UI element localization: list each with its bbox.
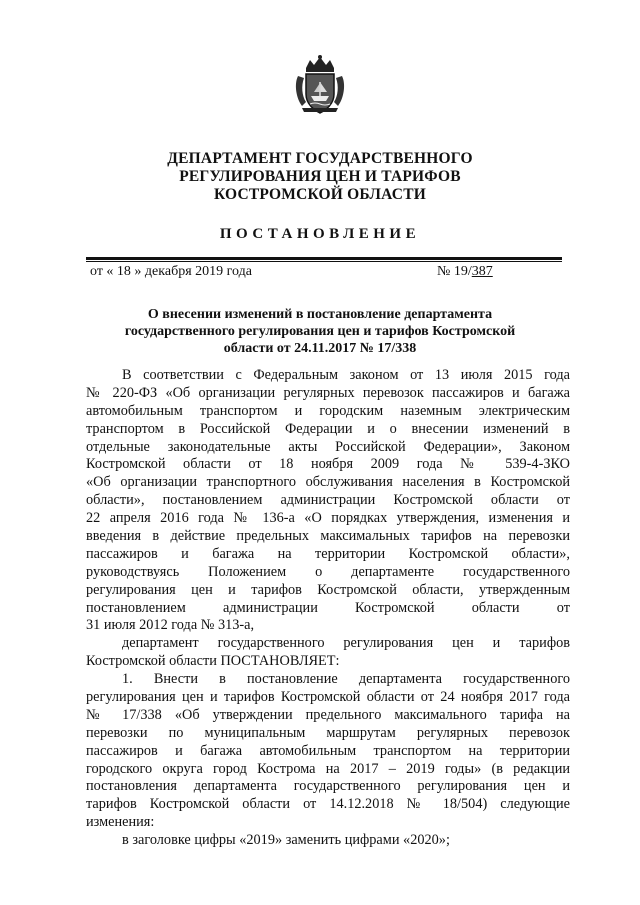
body-line: № 17/338 «Об утверждении предельного максимального тарифа на: [86, 706, 570, 723]
body-line: области», постановлением администрации Костромской области от: [86, 492, 570, 509]
body-line: руководствуясь Положением о департаменте государственного: [86, 563, 570, 580]
body-line: в заголовке цифры «2019» заменить цифрами «2020»;: [122, 832, 450, 849]
department-name-line: КОСТРОМСКОЙ ОБЛАСТИ: [213, 186, 426, 203]
body-line: автомобильным транспортом и городским наземным электрическим: [86, 402, 570, 419]
body-line: транспортом в Российской Федерации и о внесении изменений в: [86, 420, 570, 437]
body-line: пассажиров и багажа на территории Костромской области»,: [86, 545, 570, 562]
body-line: 1. Внести в постановление департамента государственного: [122, 671, 570, 688]
body-line: № 220-ФЗ «Об организации регулярных перевозок пассажиров и багажа: [86, 384, 570, 401]
body-line: 22 апреля 2016 года № 136-а «О порядках утверждения, изменения и: [86, 510, 570, 527]
document-number: [437, 264, 493, 280]
body-line: тарифов Костромской области от 14.12.2018 № 18/504) следующие: [86, 796, 570, 813]
document-number-value: 387: [471, 264, 493, 279]
document-date: от « 18 » декабря 2019 года: [90, 264, 252, 279]
document-type-title: ПОСТАНОВЛЕНИЕ: [219, 226, 421, 242]
body-line: постановлением администрации Костромской области от: [86, 599, 570, 616]
document-number-prefix: № 19/: [437, 264, 472, 279]
department-name-line: ДЕПАРТАМЕНТ ГОСУДАРСТВЕННОГО: [167, 150, 473, 167]
subject-line: области от 24.11.2017 № 17/338: [223, 341, 417, 356]
body-line: Костромской области ПОСТАНОВЛЯЕТ:: [86, 653, 340, 670]
body-line: регулирования цен и тарифов Костромской области от 24 ноября 2017 года: [86, 689, 570, 706]
body-line: изменения:: [86, 814, 155, 831]
body-line: отдельные законодательные акты Российской Федерации», Законом: [86, 438, 570, 455]
body-line: Костромской области от 18 ноября 2009 года № 539-4-ЗКО: [86, 456, 570, 473]
body-line: 31 июля 2012 года № 313-а,: [86, 617, 255, 634]
coat-of-arms-icon: [292, 54, 348, 116]
body-line: введения в действие предельных максимальных тарифов на перевозки: [86, 528, 570, 545]
body-line: постановления департамента государственного регулирования цен и: [86, 778, 570, 795]
body-line: городского округа город Кострома на 2017 – 2019 годы» (в редакции: [86, 760, 570, 777]
body-line: «Об организации транспортного обслуживания населения в Костромской: [86, 474, 570, 491]
body-text: [86, 367, 570, 850]
body-line: регулирования цен и тарифов Костромской области, утвержденным: [86, 581, 570, 598]
header-divider: [86, 257, 562, 260]
department-name-line: РЕГУЛИРОВАНИЯ ЦЕН И ТАРИФОВ: [179, 168, 461, 185]
header-divider-thin: [86, 261, 562, 262]
subject-line: государственного регулирования цен и тарифов Костромской: [124, 324, 516, 339]
subject-line: О внесении изменений в постановление департамента: [147, 307, 493, 322]
body-line: пассажиров и багажа автомобильным транспортом на территории: [86, 742, 570, 759]
body-line: департамент государственного регулирования цен и тарифов: [122, 635, 570, 652]
body-line: В соответствии с Федеральным законом от 13 июля 2015 года: [122, 367, 570, 383]
body-line: перевозки по муниципальным маршрутам регулярных перевозок: [86, 724, 570, 741]
